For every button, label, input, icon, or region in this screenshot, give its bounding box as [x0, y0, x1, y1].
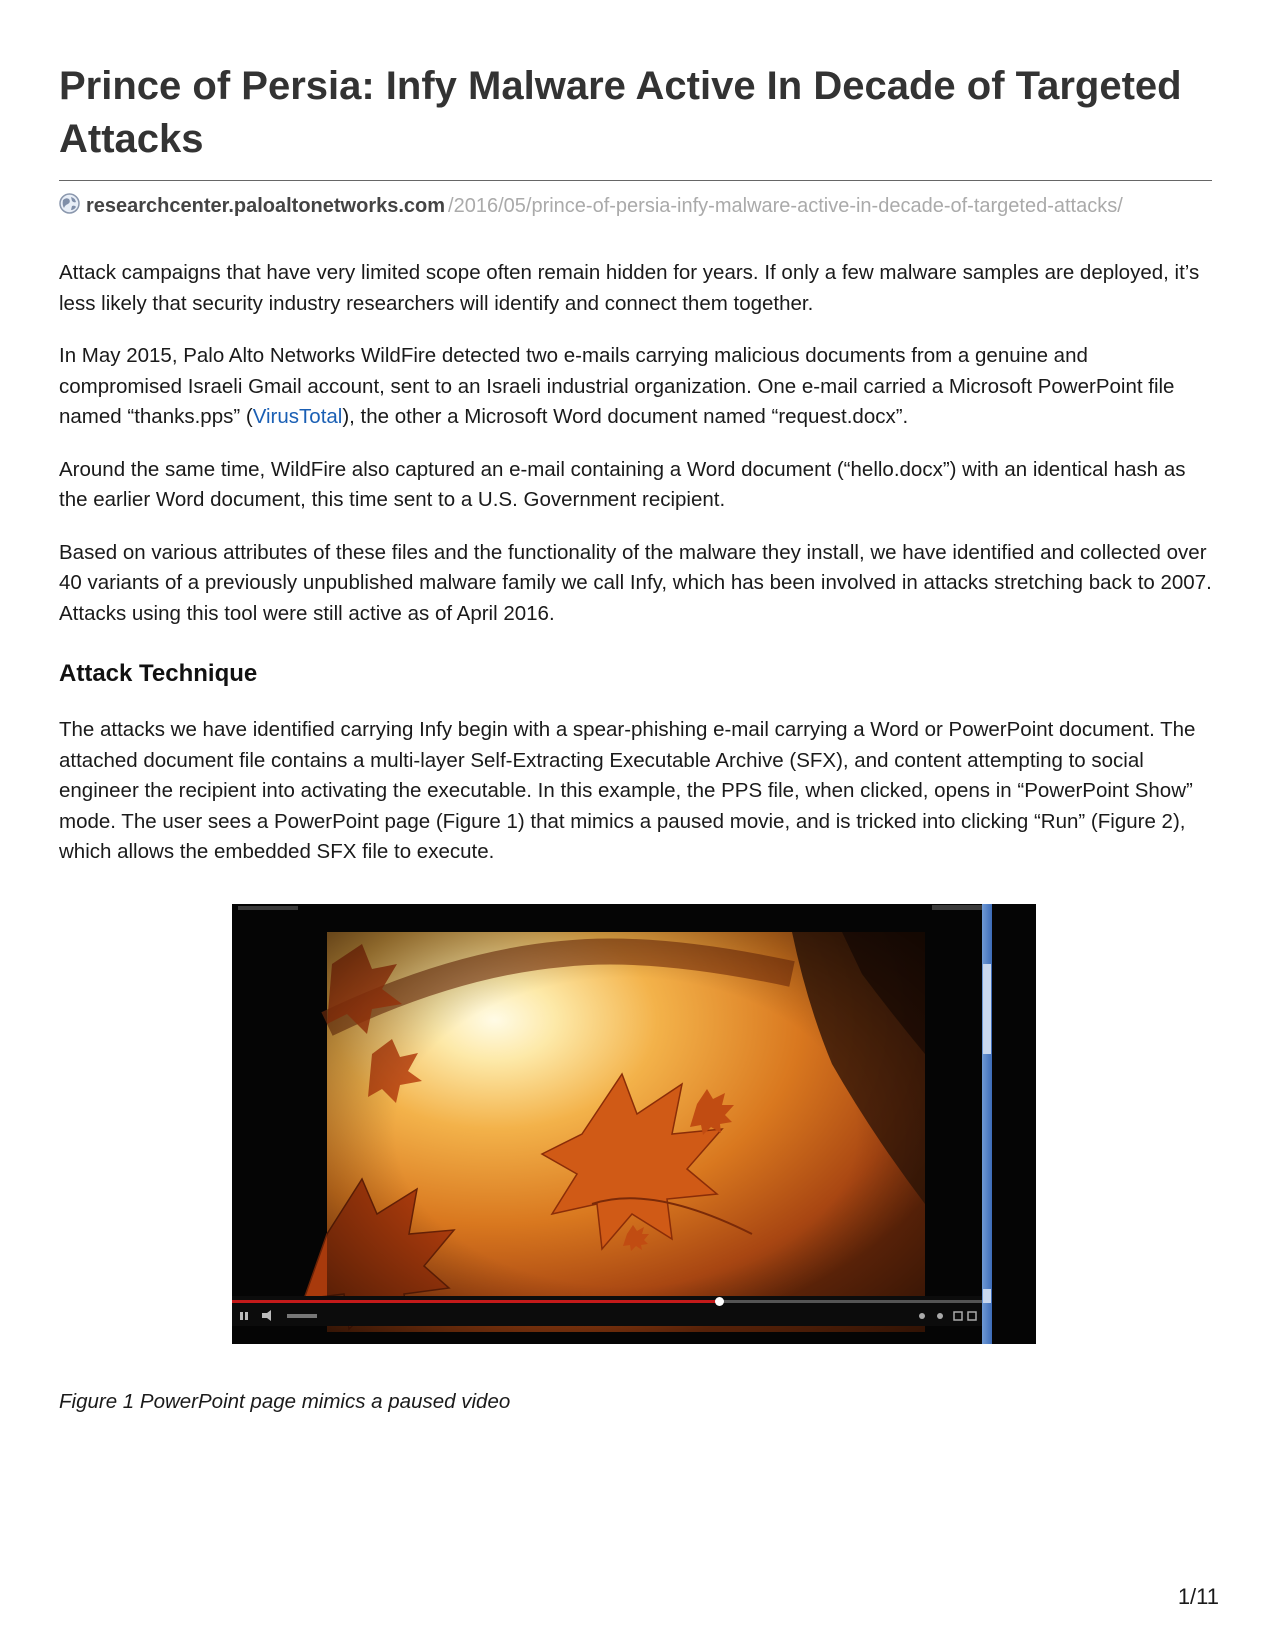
- document-page: [59, 60, 1212, 1416]
- figure-1-caption: Figure 1 PowerPoint page mimics a paused video: [59, 1389, 511, 1413]
- paragraph-1: Attack campaigns that have very limited scope often remain hidden for years. If only a few malware samples are deployed, it’s less likely that security industry researchers will identify and connect them together.: [59, 261, 1200, 315]
- figure-1-image: [232, 904, 1036, 1344]
- paragraph-2-text-a: In May 2015, Palo Alto Networks WildFire detected two e-mails carrying malicious documents from a genuine and compromised Israeli Gmail account, sent to an Israeli industrial organization. One e-mail carried a Microsoft PowerPoint file named “thanks.pps” (: [59, 344, 1175, 428]
- article-title: Prince of Persia: Infy Malware Active In Decade of Targeted Attacks: [59, 60, 1212, 181]
- source-line: [59, 193, 1212, 220]
- article-body: [59, 258, 1212, 868]
- virustotal-link[interactable]: VirusTotal: [252, 405, 343, 428]
- paragraph-2-text-b: ), the other a Microsoft Word document named “request.docx”.: [342, 405, 909, 428]
- globe-icon: [59, 193, 80, 214]
- page-number: 1/11: [1177, 1584, 1219, 1609]
- paragraph-3: Around the same time, WildFire also captured an e-mail containing a Word document (“hello.docx”) with an identical hash as the earlier Word document, this time sent to a U.S. Government recipient.: [59, 457, 1186, 511]
- paused-video-screenshot: [232, 904, 1036, 1344]
- section-paragraph: The attacks we have identified carrying Infy begin with a spear-phishing e-mail carrying a Word or PowerPoint document. The attached document file contains a multi-layer Self-Extracting Executable Archive (SFX), and content attempting to social engineer the recipient into activating the executable. In this example, the PPS file, when clicked, opens in “PowerPoint Show” mode. The user sees a PowerPoint page (Figure 1) that mimics a paused movie, and is tricked into clicking “Run” (Figure 2), which allows the embedded SFX file to execute.: [59, 718, 1196, 863]
- source-path: /2016/05/prince-of-persia-infy-malware-active-in-decade-of-targeted-attacks/: [448, 195, 1123, 217]
- paragraph-4: Based on various attributes of these files and the functionality of the malware they install, we have identified and collected over 40 variants of a previously unpublished malware family we call Infy, which has been involved in attacks stretching back to 2007. Attacks using this tool were still active as of April 2016.: [59, 540, 1212, 625]
- source-domain-link[interactable]: researchcenter.paloaltonetworks.com: [86, 195, 446, 217]
- section-heading: Attack Technique: [59, 660, 258, 687]
- paragraph-2: [59, 341, 1212, 433]
